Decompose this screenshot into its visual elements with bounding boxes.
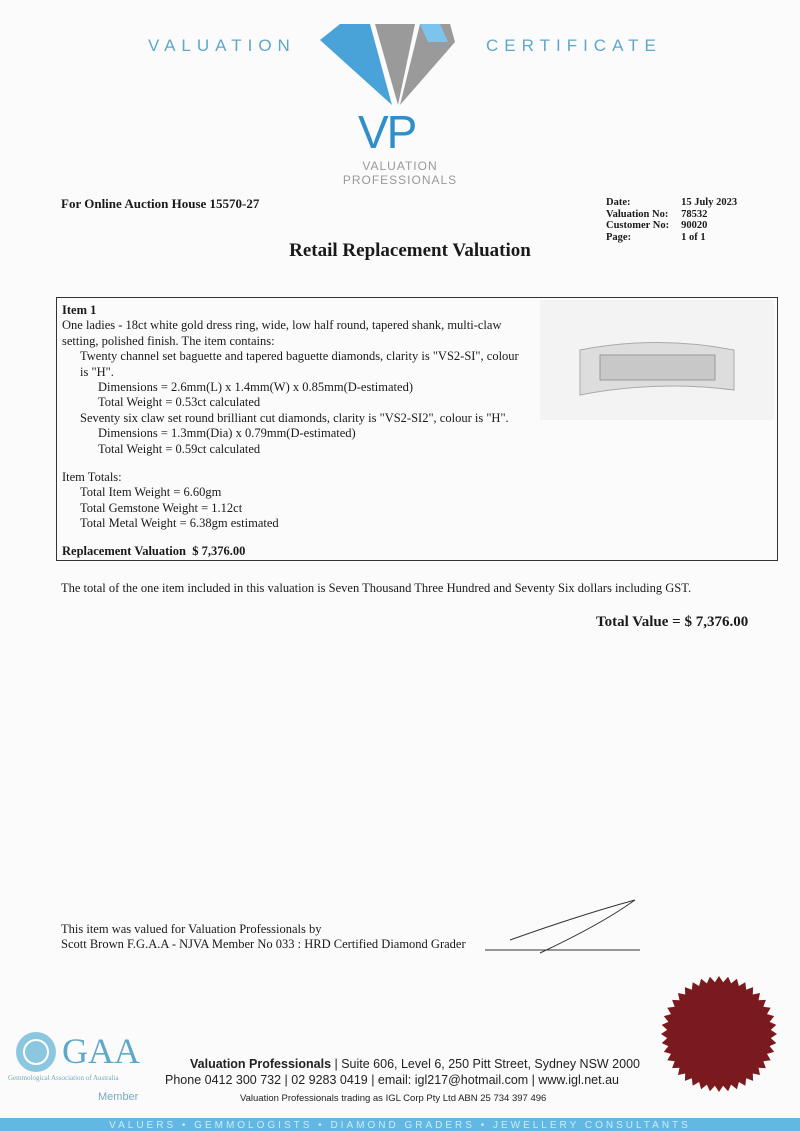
gaa-logo: GAA [62,1031,140,1071]
logo-vp: VP [358,106,416,158]
signoff: This item was valued for Valuation Professionals by Scott Brown F.G.A.A - NJVA Member No 033 : HRD Certified Diamond Grader [61,922,466,952]
header-left: VALUATION [148,36,296,55]
gaa-subtitle: Gemmological Association of Australia [8,1074,119,1082]
footer-contact: Phone 0412 300 732 | 02 9283 0419 | email: igl217@hotmail.com | www.igl.net.au [165,1073,619,1087]
client-reference: For Online Auction House 15570-27 [61,196,260,211]
footer-band: VALUERS • GEMMOLOGISTS • DIAMOND GRADERS • JEWELLERY CONSULTANTS [0,1118,800,1131]
summary-text: The total of the one item included in this valuation is Seven Thousand Three Hundred and Seventy Six dollars including GST. [61,581,692,595]
total-value: Total Value = $ 7,376.00 [596,614,749,630]
signature [480,895,650,955]
ring-photo [540,300,774,420]
item-details: Item 1 One ladies - 18ct white gold dress ring, wide, low half round, tapered shank, multi-claw setting, polished finish. The item contains: Twenty channel set baguette and tapered baguette diamonds, clarity is "VS2-SI", colour is "H". Dimensions = 2.6mm(L) x 1.4mm(W) x 0.85mm(D-estimated) Total Weight = 0.53ct calculated Seventy six claw set round brilliant cut diamonds, clarity is "VS2-SI2", colour is "H". Dimensions = 1.3mm(Dia) x 0.79mm(D-estimated) Total Weight = 0.59ct calculated Item Totals: Total Item Weight = 6.60gm Total Gemstone Weight = 1.12ct Total Metal Weight = 6.38gm estimated Replacement Valuation $ 7,376.00 [62,303,519,558]
footer-address: Valuation Professionals | Suite 606, Level 6, 250 Pitt Street, Sydney NSW 2000 [190,1057,640,1071]
gaa-emblem-icon [14,1030,58,1074]
gaa-member: Member [98,1091,139,1103]
document-title: Retail Replacement Valuation [289,240,531,261]
seal-icon [660,975,778,1093]
diamond-logo-icon [320,20,470,110]
logo-text: VALUATION PROFESSIONALS [342,159,458,187]
meta-table: Date: 15 July 2023 Valuation No: 78532 Customer No: 90020 Page: 1 of 1 [606,197,738,243]
footer-abn: Valuation Professionals trading as IGL Corp Pty Ltd ABN 25 734 397 496 [240,1093,547,1104]
header-right: CERTIFICATE [486,36,662,55]
